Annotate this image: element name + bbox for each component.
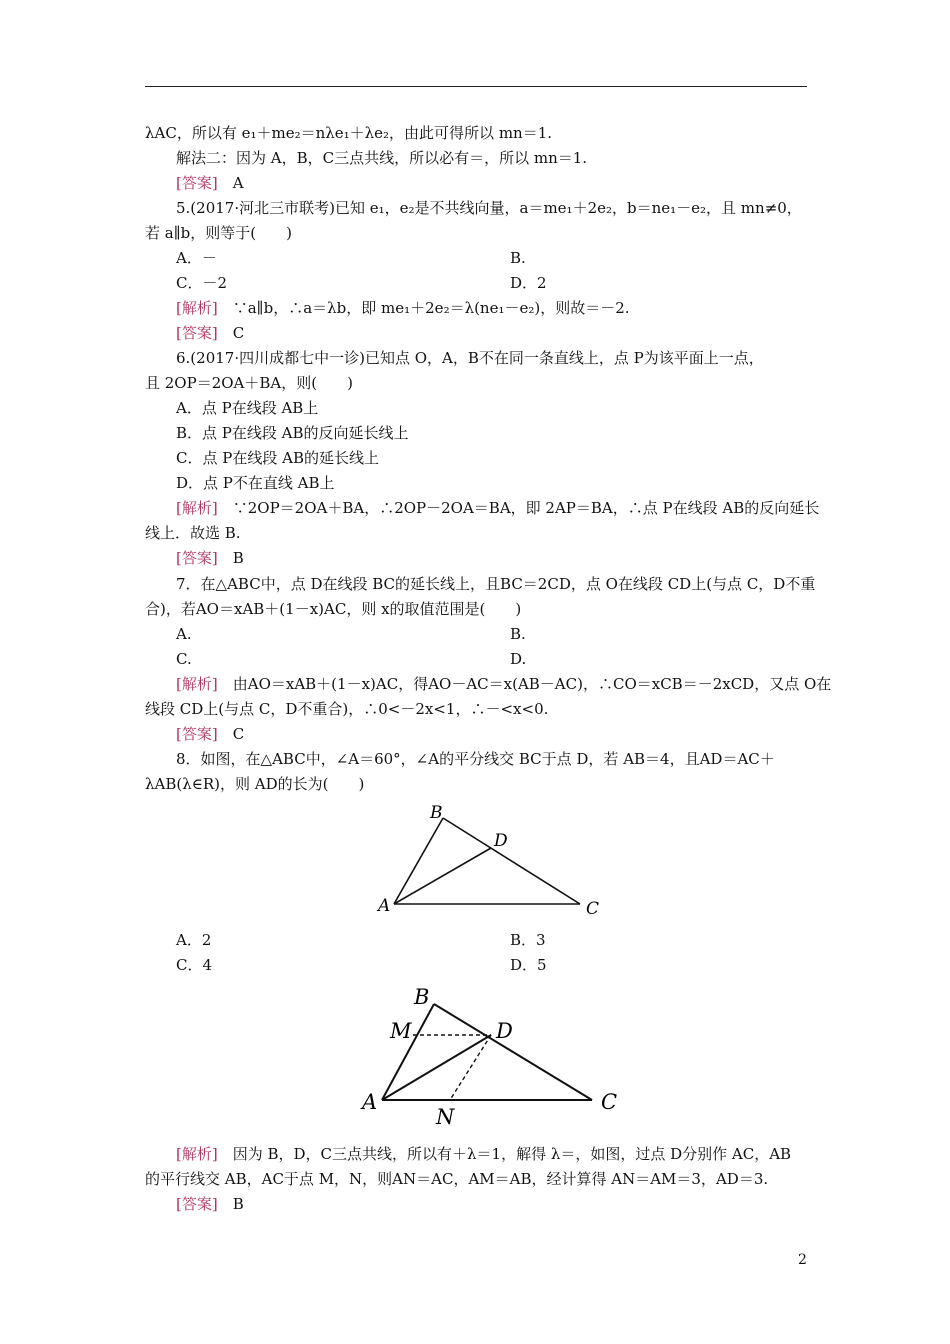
side-bc: [434, 1004, 592, 1100]
answer-tag: [答案]: [176, 549, 218, 567]
side-ab: [394, 818, 443, 904]
triangle-figure-2: [350, 982, 630, 1132]
answer-line: [176, 724, 244, 744]
option-b: B．3: [510, 931, 546, 949]
triangle-figure-1: [370, 798, 610, 923]
option-b: B．点 P在线段 AB的反向延长线上: [176, 424, 409, 442]
solution-line: [176, 674, 831, 694]
label-b: B: [414, 985, 430, 1009]
answer-value: B: [232, 1195, 244, 1213]
page-number: 2: [798, 1252, 807, 1268]
answer-tag: [答案]: [176, 324, 218, 342]
answer-line: [176, 173, 244, 193]
label-c: C: [601, 1090, 618, 1114]
solution-tag: [解析]: [176, 1145, 218, 1163]
segment-dn: [450, 1035, 491, 1100]
option-c: C.: [176, 650, 192, 668]
option-a: A.: [176, 625, 192, 643]
label-n: N: [436, 1105, 455, 1129]
text-line: 且 2OP＝2OA＋BA，则( ): [145, 374, 353, 392]
option-d: D．点 P不在直线 AB上: [176, 474, 335, 492]
answer-tag: [答案]: [176, 174, 218, 192]
answer-value: C: [232, 324, 245, 342]
answer-tag: [答案]: [176, 725, 218, 743]
label-d: D: [496, 1019, 513, 1043]
label-c: C: [586, 899, 600, 919]
option-c: C．点 P在线段 AB的延长线上: [176, 449, 379, 467]
question-7: 7．在△ABC中，点 D在线段 BC的延长线上，且BC＝2CD，点 O在线段 CD上(与点 C，D不重: [176, 575, 816, 593]
label-m: M: [390, 1019, 412, 1043]
answer-line: [176, 1194, 244, 1214]
side-bc: [443, 818, 580, 904]
answer-tag: [答案]: [176, 1195, 218, 1213]
text-line: λAC，所以有 e₁＋me₂＝nλe₁＋λe₂，由此可得所以 mn＝1.: [145, 124, 553, 142]
option-a: A．－: [176, 249, 217, 267]
solution-text: 因为 B，D，C三点共线，所以有＋λ＝1，解得 λ＝，如图，过点 D分别作 AC，AB: [232, 1145, 792, 1163]
text-line: 解法二：因为 A，B，C三点共线，所以必有＝，所以 mn＝1.: [176, 149, 588, 167]
text-line: 的平行线交 AB，AC于点 M，N，则AN＝AC，AM＝AB，经计算得 AN＝AM＝3，AD＝3.: [145, 1170, 769, 1188]
option-b: B.: [510, 625, 526, 643]
segment-ad: [394, 848, 491, 904]
label-a: A: [362, 1090, 378, 1114]
text-line: 线段 CD上(与点 C，D不重合)，∴0<－2x<1，∴－<x<0.: [145, 700, 549, 718]
option-c: C．－2: [176, 274, 228, 292]
segment-ad: [382, 1035, 491, 1100]
option-d: D．5: [510, 956, 547, 974]
question-6: 6.(2017·四川成都七中一诊)已知点 O，A，B不在同一条直线上，点 P为该平面上一点，: [176, 349, 764, 367]
answer-value: B: [232, 549, 244, 567]
solution-line: [176, 1144, 791, 1164]
header-rule: [145, 86, 807, 87]
label-b: B: [430, 803, 443, 823]
solution-tag: [解析]: [176, 675, 218, 693]
solution-tag: [解析]: [176, 299, 218, 317]
option-d: D.: [510, 650, 527, 668]
answer-line: [176, 548, 244, 568]
answer-line: [176, 323, 244, 343]
text-line: λAB(λ∈R)，则 AD的长为( ): [145, 775, 365, 793]
option-a: A．2: [176, 931, 212, 949]
solution-text: 由AO＝xAB＋(1－x)AC，得AO－AC＝x(AB－AC)，∴CO＝xCB＝－2xCD，又点 O在: [232, 675, 832, 693]
option-a: A．点 P在线段 AB上: [176, 399, 319, 417]
solution-tag: [解析]: [176, 499, 218, 517]
solution-line: [176, 498, 819, 518]
question-8: 8．如图，在△ABC中，∠A＝60°，∠A的平分线交 BC于点 D，若 AB＝4，且AD＝AC＋: [176, 750, 775, 768]
option-c: C．4: [176, 956, 213, 974]
label-a: A: [378, 896, 391, 916]
text-line: 若 a∥b，则等于( ): [145, 224, 292, 242]
answer-value: A: [232, 174, 244, 192]
answer-value: C: [232, 725, 245, 743]
solution-line: [176, 298, 630, 318]
label-d: D: [494, 831, 508, 851]
option-d: D．2: [510, 274, 547, 292]
option-b: B.: [510, 249, 526, 267]
solution-text: ∵a∥b，∴a＝λb，即 me₁＋2e₂＝λ(ne₁－e₂)，则故＝－2.: [232, 299, 630, 317]
text-line: 合)，若AO＝xAB＋(1－x)AC，则 x的取值范围是( ): [145, 600, 522, 618]
text-line: 线上．故选 B.: [145, 524, 241, 542]
question-5: 5.(2017·河北三市联考)已知 e₁，e₂是不共线向量，a＝me₁＋2e₂，b＝ne₁－e₂，且 mn≠0，: [176, 199, 802, 217]
solution-text: ∵2OP＝2OA＋BA，∴2OP－2OA＝BA，即 2AP＝BA，∴点 P在线段 AB的反向延长: [232, 499, 820, 517]
